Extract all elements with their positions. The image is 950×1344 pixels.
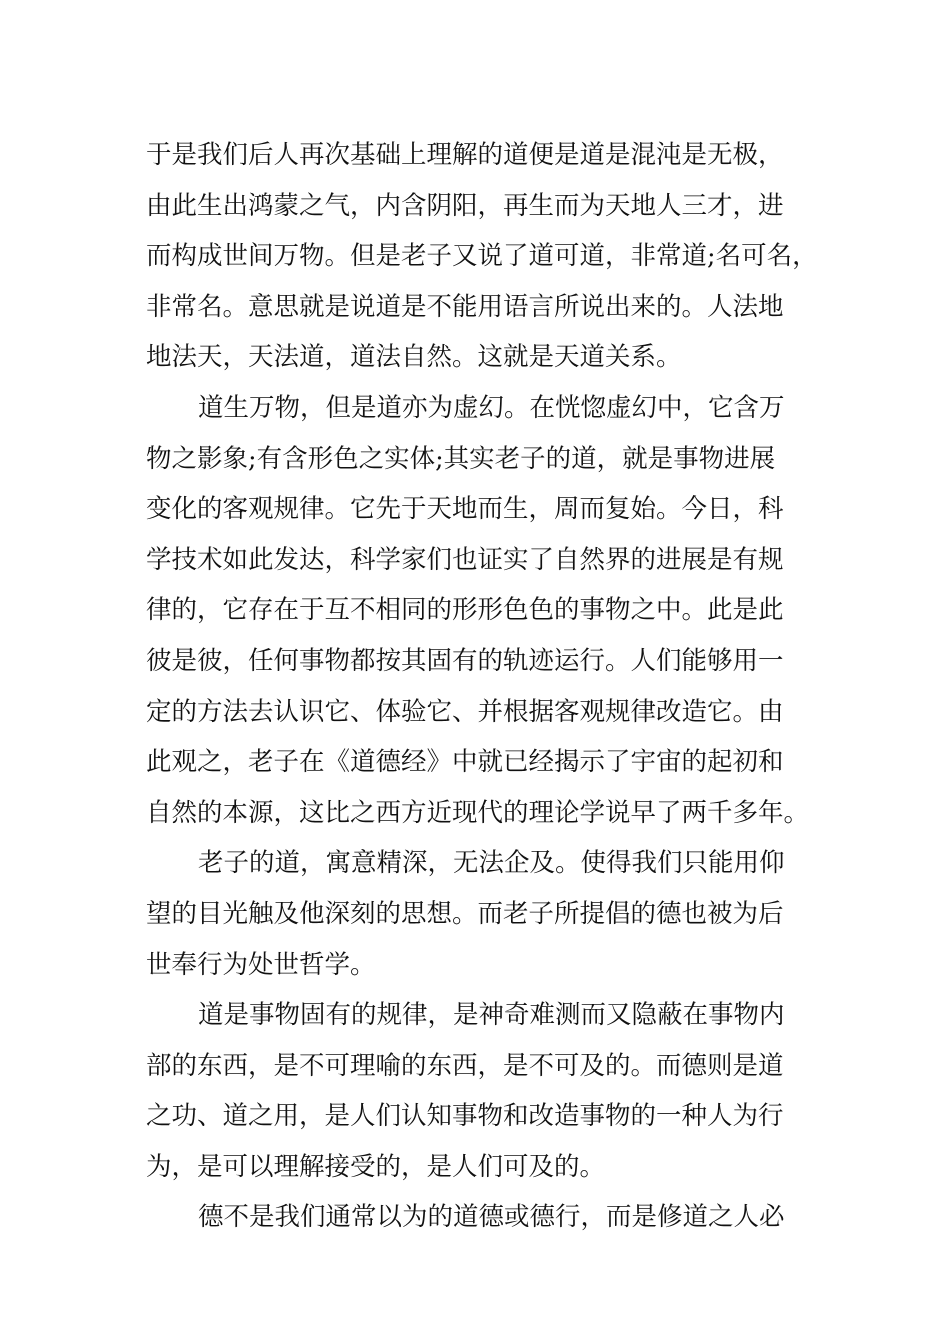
text-line: 之功、道之用，是人们认知事物和改造事物的一种人为行	[146, 1101, 784, 1132]
text-line: 望的目光触及他深刻的思想。而老子所提倡的德也被为后	[146, 898, 784, 929]
text-line: 自然的本源，这比之西方近现代的理论学说早了两千多年。	[146, 797, 810, 828]
text-line: 由此生出鸿蒙之气，内含阴阳，再生而为天地人三才，进	[146, 190, 784, 221]
text-line: 变化的客观规律。它先于天地而生，周而复始。今日，科	[146, 494, 784, 525]
text-line: 非常名。意思就是说道是不能用语言所说出来的。人法地	[146, 291, 784, 322]
text-line: 于是我们后人再次基础上理解的道便是道是混沌是无极，	[146, 140, 784, 170]
paragraph-2	[146, 383, 846, 838]
text-line: 部的东西，是不可理喻的东西，是不可及的。而德则是道	[146, 1050, 784, 1081]
text-line: 而构成世间万物。但是老子又说了道可道，非常道;名可名，	[146, 241, 818, 272]
paragraph-1	[146, 130, 846, 383]
text-line: 地法天，天法道，道法自然。这就是天道关系。	[146, 342, 682, 373]
text-line: 道是事物固有的规律，是神奇难测而又隐蔽在事物内	[198, 1000, 785, 1031]
text-line: 此观之，老子在《道德经》中就已经揭示了宇宙的起初和	[146, 747, 784, 778]
text-line: 世奉行为处世哲学。	[146, 949, 376, 980]
text-line: 物之影象;有含形色之实体;其实老子的道，就是事物进展	[146, 443, 776, 474]
paragraph-4	[146, 990, 846, 1192]
paragraph-5	[146, 1192, 846, 1243]
text-line: 彼是彼，任何事物都按其固有的轨迹运行。人们能够用一	[146, 645, 784, 676]
paragraph-3	[146, 838, 846, 990]
text-line: 道生万物，但是道亦为虚幻。在恍惚虚幻中，它含万	[198, 392, 785, 423]
text-line: 老子的道，寓意精深，无法企及。使得我们只能用仰	[198, 848, 785, 879]
text-line: 德不是我们通常以为的道德或德行，而是修道之人必	[198, 1202, 785, 1233]
text-line: 学技术如此发达，科学家们也证实了自然界的进展是有规	[146, 544, 784, 575]
body-text	[146, 130, 846, 1243]
text-line: 为，是可以理解接受的，是人们可及的。	[146, 1151, 606, 1182]
text-line: 律的，它存在于互不相同的形形色色的事物之中。此是此	[146, 595, 784, 626]
text-line: 定的方法去认识它、体验它、并根据客观规律改造它。由	[146, 696, 784, 727]
